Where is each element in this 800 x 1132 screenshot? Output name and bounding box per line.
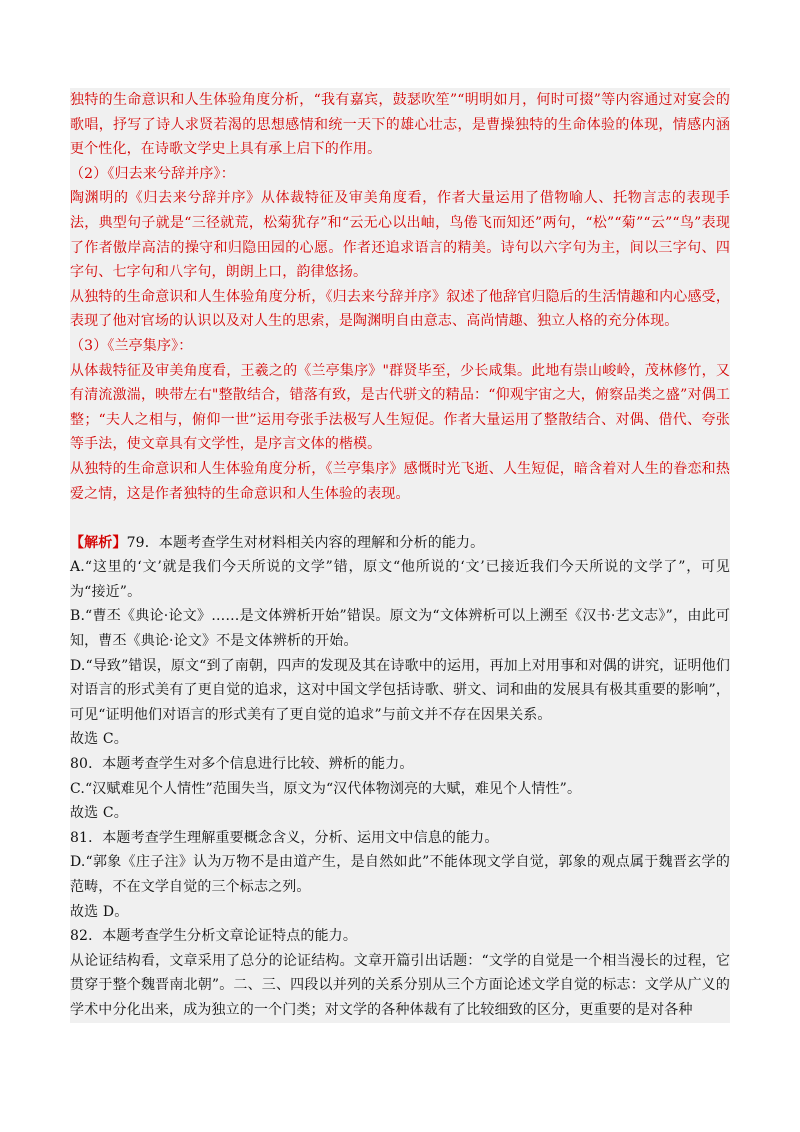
analysis-tag: 【解析】: [70, 534, 127, 551]
q82-intro: 82．本题考查学生分析文章论证特点的能力。: [70, 928, 357, 945]
answer-paragraph-7: 从独特的生命意识和人生体验角度分析，《兰亭集序》感慨时光飞逝、人生短促，暗含着对人生的眷恋和热爱之情，这是作者独特的生命意识和人生体验的表现。: [70, 460, 730, 502]
q81-answer: 故选 D。: [70, 903, 129, 920]
q79-intro-text: 79．本题考查学生对材料相关内容的理解和分析的能力。: [126, 534, 485, 551]
q79-option-d: D.“导致”错误，原文“到了南朝，四声的发现及其在诗歌中的运用，再加上对用事和对偶的讲究，证明他们对语言的形式美有了更自觉的追求，这对中国文学包括诗歌、骈文、词和曲的发展具有极其重要的影响”，可见“证明他们对语言的形式美有了更自觉的追求”与前文并不存在因果关系。: [70, 657, 730, 723]
q82-text: 从论证结构看，文章采用了总分的论证结构。文章开篇引出话题：“文学的自觉是一个相当漫长的过程，它贯穿于整个魏晋南北朝”。二、三、四段以并列的关系分别从三个方面论述文学自觉的标志：文学从广义的学术中分化出来，成为独立的一个门类；对文学的各种体裁有了比较细致的区分，更重要的是对各种: [70, 952, 730, 1018]
answer-paragraph-4: 从独特的生命意识和人生体验角度分析，《归去来兮辞并序》叙述了他辞官归隐后的生活情趣和内心感受，表现了他对官场的认识以及对人生的思索，是陶渊明自由意志、高尚情趣、独立人格的充分体现。: [70, 288, 730, 330]
answer-paragraph-3: 陶渊明的《归去来兮辞并序》从体裁特征及审美角度看，作者大量运用了借物喻人、托物言志的表现手法，典型句子就是“三径就荒，松菊犹存”和“云无心以出岫，鸟倦飞而知还”两句，“松”“菊”“云”“鸟”表现了作者傲岸高洁的操守和归隐田园的心愿。作者还追求语言的精美。诗句以六字句为主，间以三字句、四字句、七字句和八字句，朗朗上口，韵律悠扬。: [70, 190, 730, 281]
q79-option-b: B.“曹丕《典论·论文》……是文体辨析开始”错误。原文为“文体辨析可以上溯至《汉书·艺文志》”，由此可知，曹丕《典论·论文》不是文体辨析的开始。: [70, 608, 730, 650]
q80-intro: 80．本题考查学生对多个信息进行比较、辨析的能力。: [70, 756, 414, 773]
answer-paragraph-6: 从体裁特征及审美角度看，王羲之的《兰亭集序》"群贤毕至，少长咸集。此地有崇山峻岭，茂林修竹，又有清流激湍，映带左右"整散结合，错落有致，是古代骈文的精品：“仰观宇宙之大，俯察品类之盛”对偶工整；“夫人之相与，俯仰一世”运用夸张手法极写人生短促。作者大量运用了整散结合、对偶、借代、夸张等手法，使文章具有文学性，是序言文体的楷模。: [70, 362, 730, 453]
document-content: [70, 88, 730, 1023]
q79-answer: 故选 C。: [70, 731, 128, 748]
q81-option-d: D.“郭象《庄子注》认为万物不是由道产生，是自然如此”不能体现文学自觉，郭象的观点属于魏晋玄学的范畴，不在文学自觉的三个标志之列。: [70, 854, 730, 895]
answer-heading-5: （3）《兰亭集序》：: [70, 337, 193, 354]
q80-option-c: C.“汉赋难见个人情性”范围失当，原文为“汉代体物浏亮的大赋，难见个人情性”。: [70, 780, 582, 797]
q79-option-a: A.“这里的‘文’就是我们今天所说的文学”错，原文“他所说的‘文’已接近我们今天所说的文学了”，可见为“接近”。: [70, 559, 730, 600]
spacer: [70, 506, 730, 531]
q79-intro: [70, 531, 730, 556]
answer-heading-2: （2）《归去来兮辞并序》：: [70, 165, 235, 182]
q80-answer: 故选 C。: [70, 805, 128, 822]
answer-paragraph-1: 独特的生命意识和人生体验角度分析，“我有嘉宾，鼓瑟吹笙”“明明如月，何时可掇”等内容通过对宴会的歌唱，抒写了诗人求贤若渴的思想感情和统一天下的雄心壮志，是曹操独特的生命体验的体现，情感内涵更个性化，在诗歌文学史上具有承上启下的作用。: [70, 92, 730, 158]
q81-intro: 81．本题考查学生理解重要概念含义，分析、运用文中信息的能力。: [70, 829, 499, 846]
